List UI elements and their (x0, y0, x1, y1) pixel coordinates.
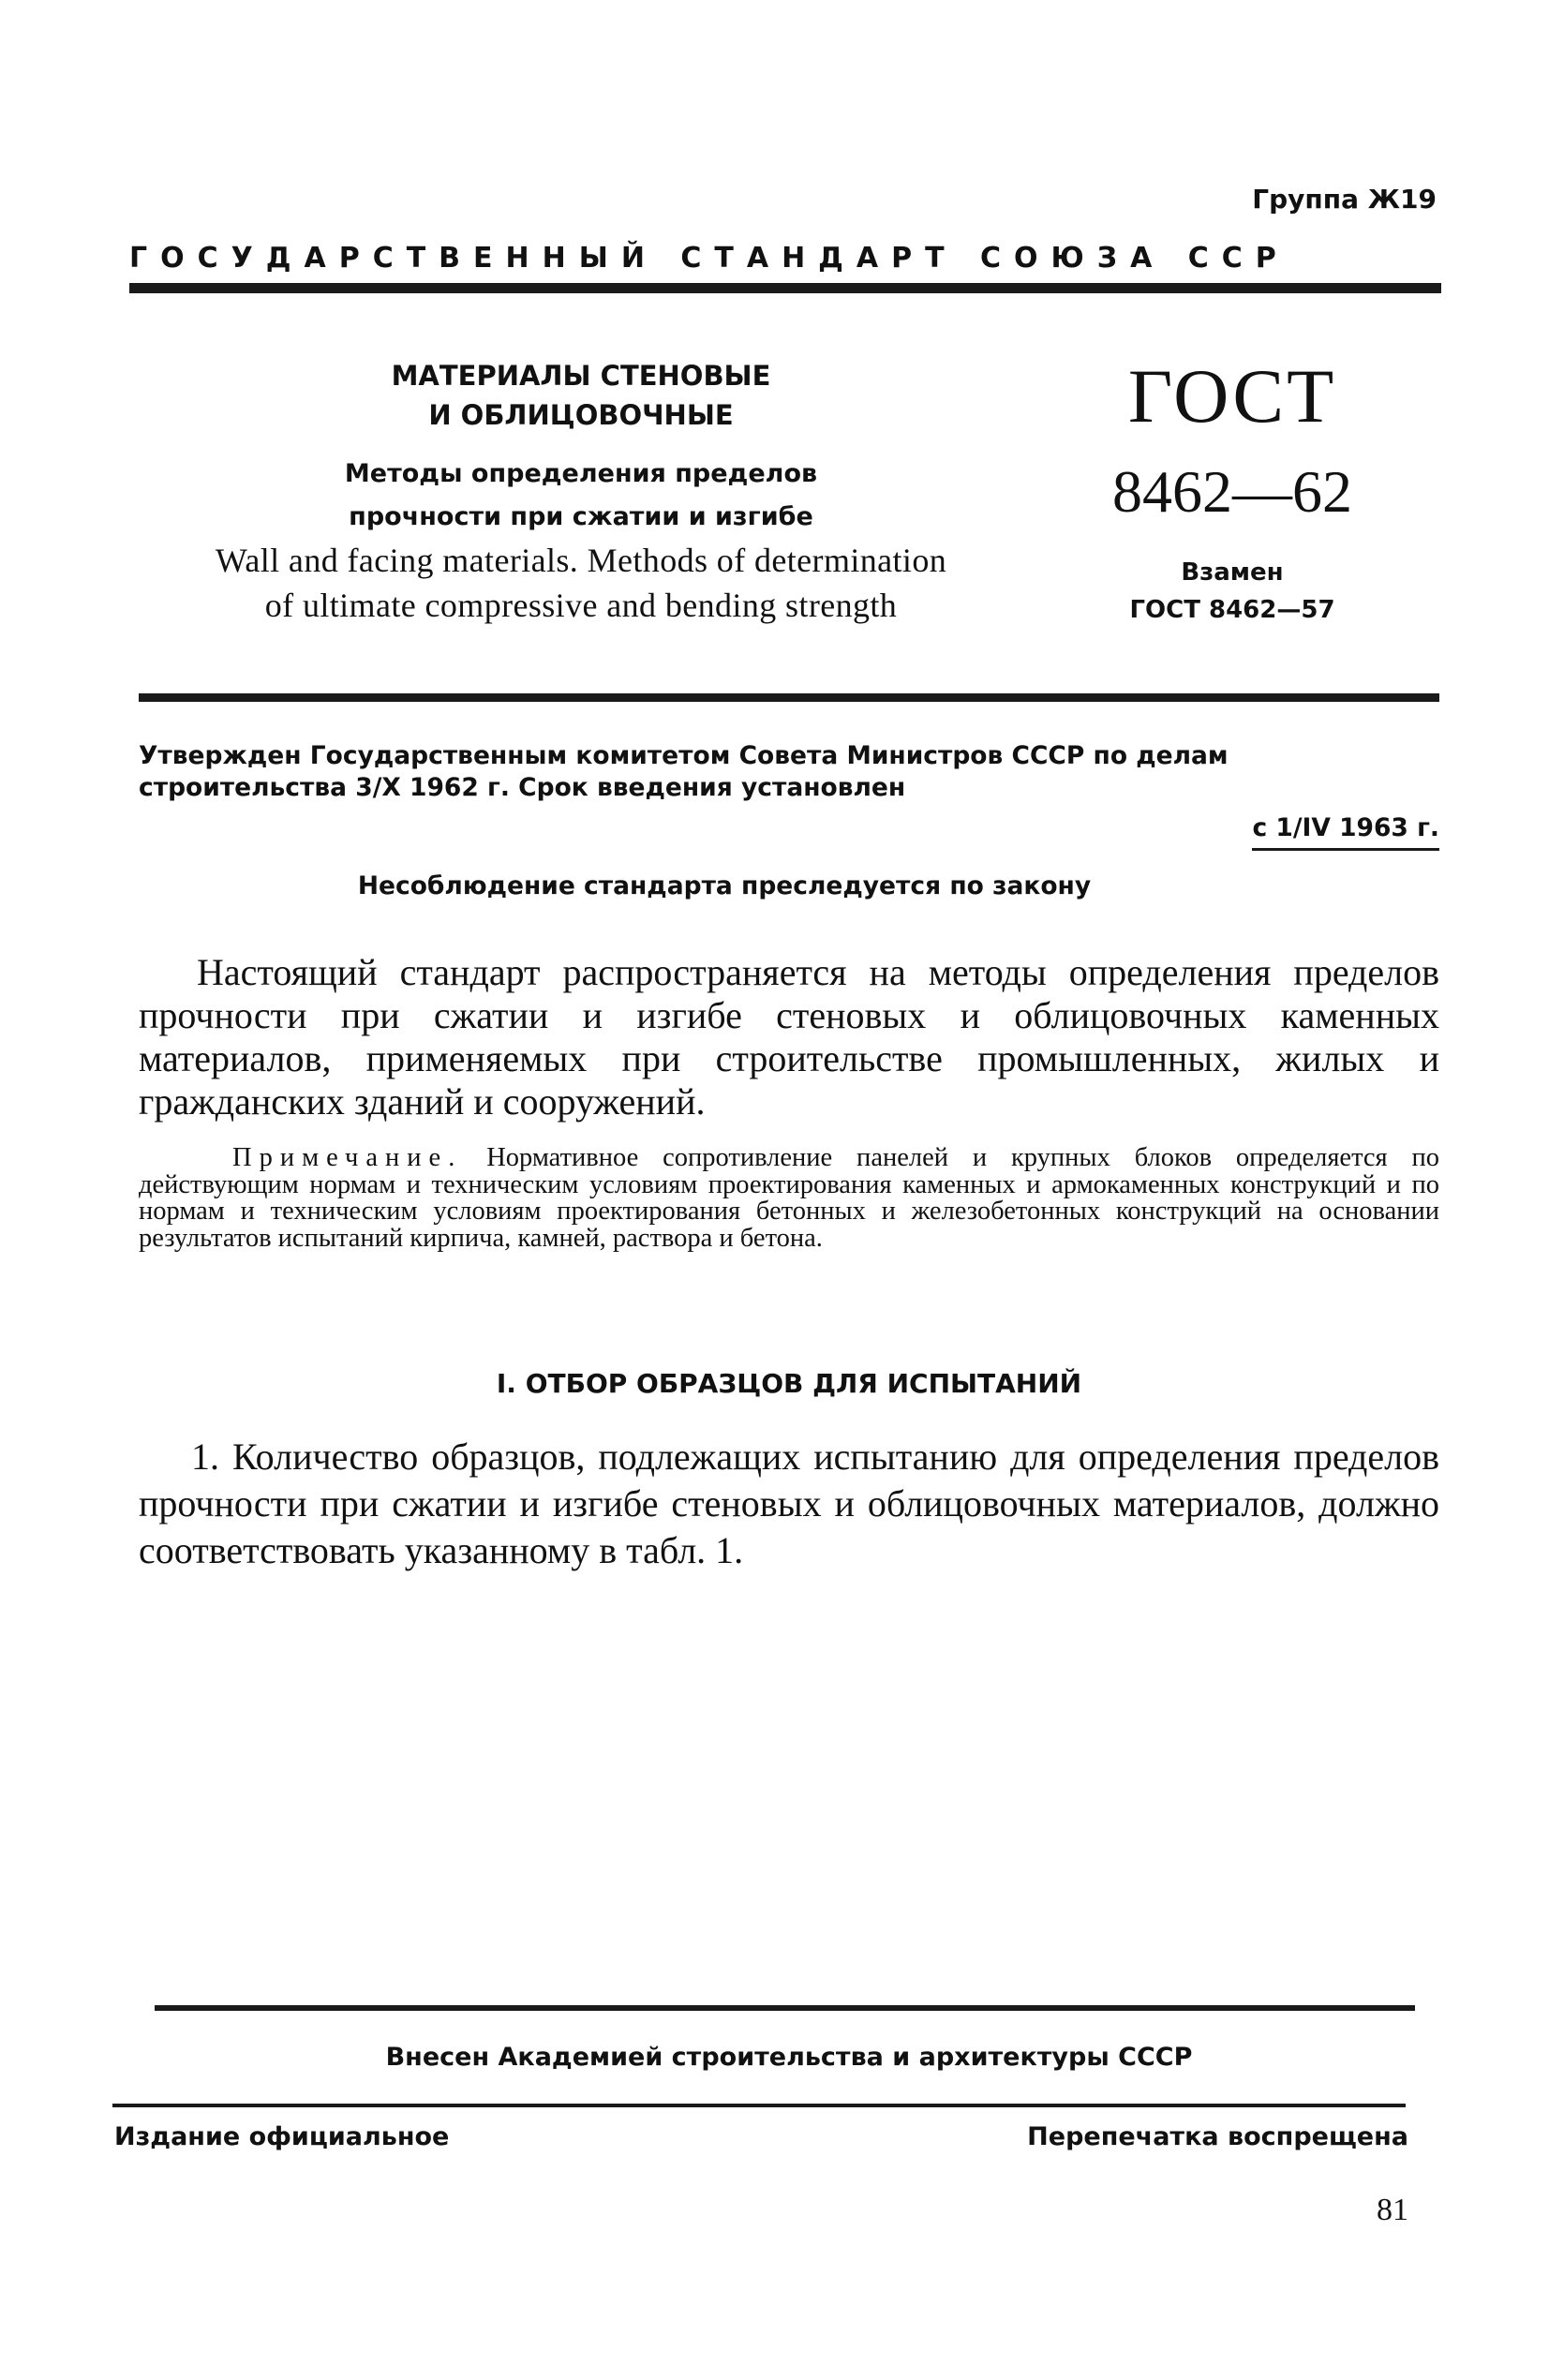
footer-divider-top (155, 2005, 1415, 2011)
violation-notice: Несоблюдение стандарта преследуется по закону (357, 871, 1092, 900)
edition-label: Издание официальное (114, 2122, 450, 2151)
methods-subtitle-line1: Методы определения пределов (344, 459, 818, 488)
title-divider (139, 693, 1439, 702)
note-label: Примечание. (232, 1143, 463, 1172)
introduced-by: Внесен Академией строительства и архитектуры СССР (385, 2043, 1193, 2072)
methods-subtitle-line2: прочности при сжатии и изгибе (349, 502, 813, 531)
replaces-label: Взамен (1181, 558, 1284, 587)
intro-paragraph: Настоящий стандарт распространяется на методы определения пределов прочности при сжатии и изгибе стеновых и облицовочных каменных материалов, применяемых при строительстве промышленных, жилых и гражданских зданий и сооружений. (139, 951, 1439, 1123)
gost-number: 8462—62 (1112, 458, 1352, 525)
reprint-notice: Перепечатка воспрещена (1027, 2122, 1408, 2151)
note-paragraph (139, 1145, 1439, 1252)
title-block (141, 356, 1021, 628)
item-1-paragraph: 1. Количество образцов, подлежащих испытанию для определения пределов прочности при сжатии и изгибе стеновых и облицовочных материалов, должно соответствовать указанному в табл. 1. (139, 1435, 1439, 1571)
gost-block (1078, 351, 1387, 627)
materials-title-line2: И ОБЛИЦОВОЧНЫЕ (428, 399, 734, 431)
note-text: Нормативное сопротивление панелей и крупных блоков определяется по действующим нормам и техническим условиям проектирования каменных и армокаменных конструкций и по нормам и техническим условиям проектирования бетонных и железобетонных конструкций на основании результатов испытаний кирпича, камней, раствора и бетона. (139, 1143, 1439, 1253)
effective-date: с 1/IV 1963 г. (1252, 813, 1439, 851)
header-divider (129, 283, 1441, 293)
page-number: 81 (1377, 2193, 1408, 2227)
english-title-line2: of ultimate compressive and bending strength (264, 587, 898, 624)
replaces-number: ГОСТ 8462—57 (1129, 596, 1335, 624)
materials-title-line1: МАТЕРИАЛЫ СТЕНОВЫЕ (391, 360, 771, 392)
footer-divider-bottom (112, 2104, 1406, 2107)
state-standard-header: ГОСУДАРСТВЕННЫЙ СТАНДАРТ СОЮЗА ССР (129, 242, 1289, 275)
english-title-line1: Wall and facing materials. Methods of determination (215, 542, 947, 579)
group-code: Группа Ж19 (1252, 184, 1437, 215)
gost-word: ГОСТ (1127, 353, 1337, 439)
section-title: I. ОТБОР ОБРАЗЦОВ ДЛЯ ИСПЫТАНИЙ (496, 1368, 1082, 1399)
approval-text: Утвержден Государственным комитетом Совета Министров СССР по делам строительства 3/X 1962 г. Срок введения установлен (139, 741, 1229, 802)
